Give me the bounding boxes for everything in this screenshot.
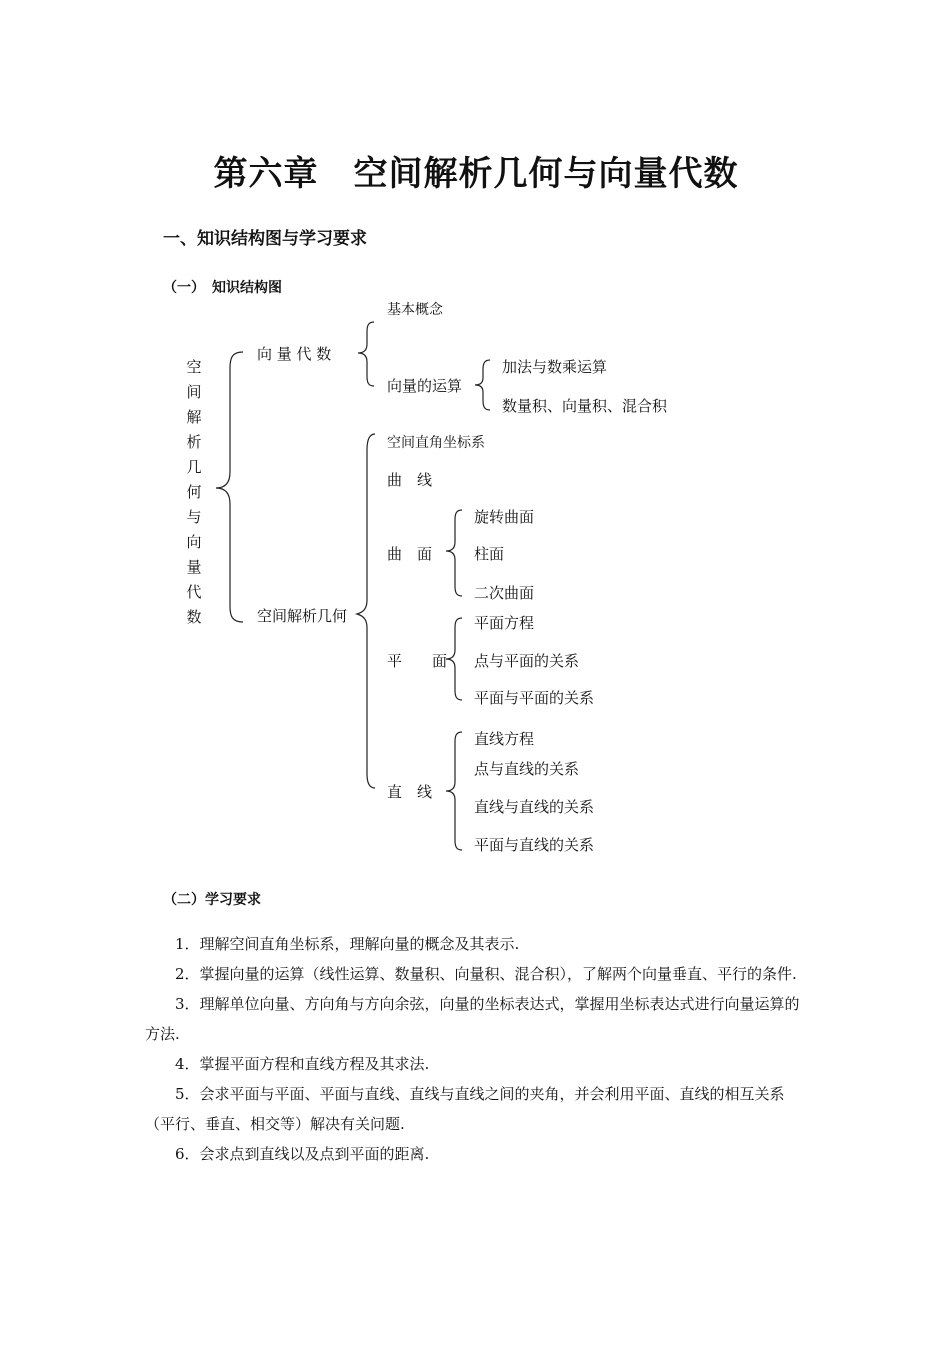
root-char: 间	[186, 383, 202, 401]
requirement-item: 5．会求平面与平面、平面与直线、直线与直线之间的夹角，并会利用平面、直线的相互关系（平行、垂直、相交等）解决有关问题.	[145, 1085, 785, 1133]
node-plane-equation: 平面方程	[474, 614, 535, 632]
subsection-structure-heading: （一） 知识结构图	[163, 280, 282, 296]
geometry-brace	[357, 434, 375, 788]
line-brace	[446, 732, 462, 850]
node-point-plane: 点与平面的关系	[474, 652, 580, 670]
requirement-item: 4．掌握平面方程和直线方程及其求法.	[145, 1055, 430, 1073]
node-surface-cylinder: 柱面	[474, 545, 505, 563]
node-surface-rotation: 旋转曲面	[474, 508, 535, 526]
root-char: 向	[186, 533, 202, 551]
node-vector-algebra: 向 量 代 数	[257, 345, 332, 363]
plane-brace	[446, 618, 462, 700]
root-char: 数	[186, 608, 202, 626]
requirement-item: 3．理解单位向量、方向角与方向余弦，向量的坐标表达式，掌握用坐标表达式进行向量运算的方法.	[145, 995, 800, 1043]
requirement-item: 6．会求点到直线以及点到平面的距离.	[145, 1145, 430, 1163]
subsection-requirements-heading: （二）学习要求	[163, 892, 261, 908]
root-label-vertical	[183, 355, 205, 630]
root-char: 空	[186, 358, 202, 376]
requirement-item: 1．理解空间直角坐标系，理解向量的概念及其表示.	[145, 935, 520, 953]
node-line: 直 线	[387, 783, 433, 801]
node-surface-quadric: 二次曲面	[474, 584, 535, 602]
node-coord-system: 空间直角坐标系	[387, 435, 485, 451]
node-add-scalar: 加法与数乘运算	[502, 358, 608, 376]
root-char: 几	[186, 458, 202, 476]
node-curve: 曲 线	[387, 471, 433, 489]
requirement-item: 2．掌握向量的运算（线性运算、数量积、向量积、混合积），了解两个向量垂直、平行的条件.	[145, 965, 797, 983]
node-vector-ops: 向量的运算	[387, 377, 463, 395]
root-char: 何	[186, 483, 202, 501]
vector-brace	[358, 322, 374, 386]
section-heading: 一、知识结构图与学习要求	[163, 229, 367, 249]
root-char: 析	[186, 433, 202, 451]
root-brace	[216, 352, 243, 622]
node-basic-concept: 基本概念	[387, 302, 443, 318]
root-char: 与	[186, 508, 202, 526]
root-char: 解	[186, 408, 202, 426]
root-char: 代	[186, 583, 202, 601]
page-title: 第六章 空间解析几何与向量代数	[213, 154, 739, 194]
node-surface: 曲 面	[387, 545, 433, 563]
requirements-list	[145, 929, 810, 1169]
node-products: 数量积、向量积、混合积	[502, 397, 668, 415]
node-analytic-geometry: 空间解析几何	[257, 607, 348, 625]
node-plane-plane: 平面与平面的关系	[474, 689, 595, 707]
node-plane: 平 面	[387, 652, 448, 670]
node-line-equation: 直线方程	[474, 730, 535, 748]
surface-brace	[446, 510, 462, 596]
root-char: 量	[186, 558, 202, 576]
node-line-line: 直线与直线的关系	[474, 798, 595, 816]
ops-brace	[475, 360, 490, 410]
node-point-line: 点与直线的关系	[474, 760, 580, 778]
node-plane-line: 平面与直线的关系	[474, 836, 595, 854]
